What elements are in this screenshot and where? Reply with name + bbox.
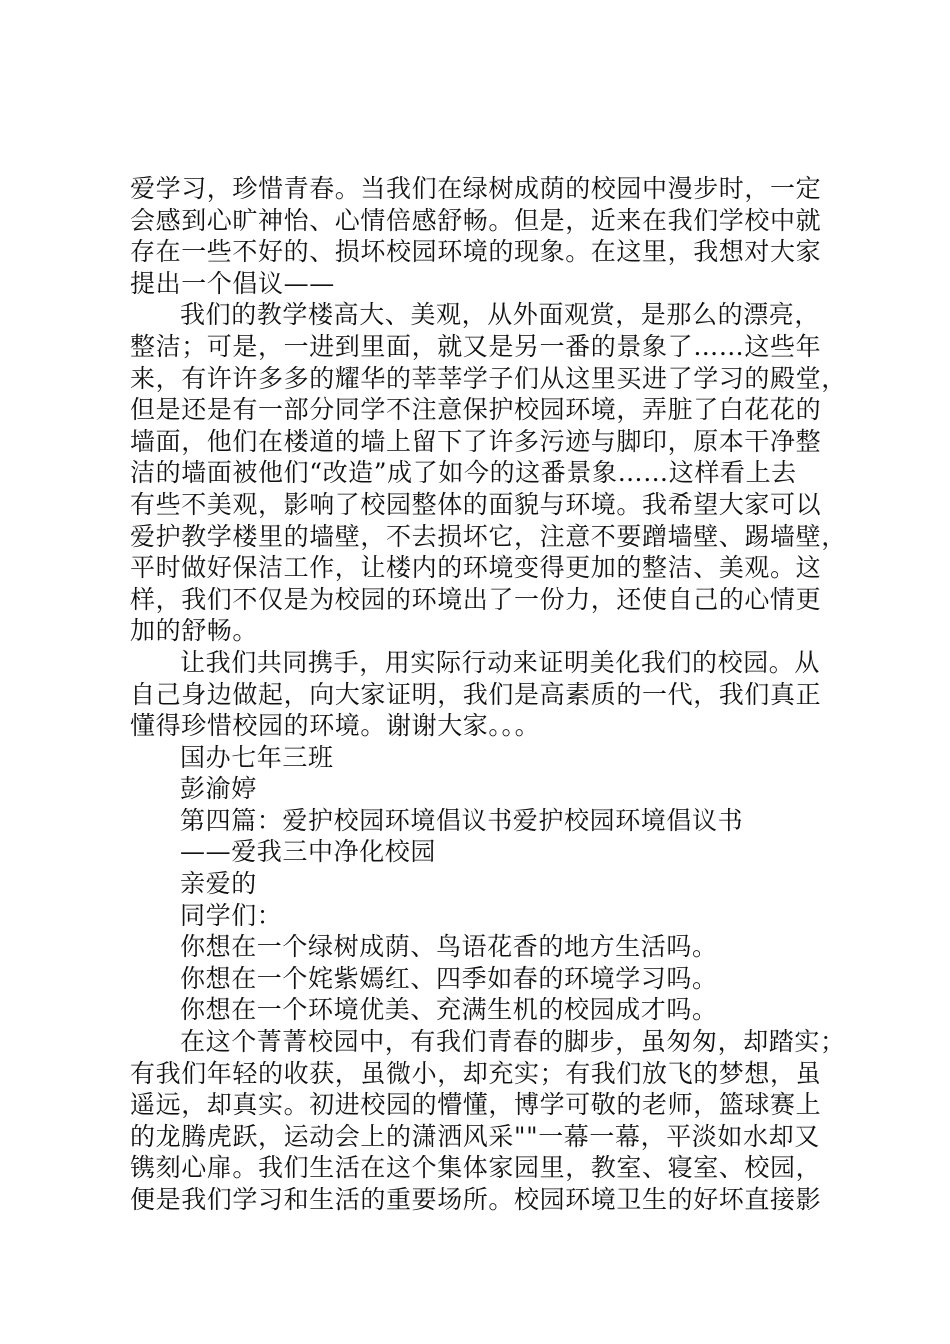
text-line: 同学们： [180, 900, 283, 930]
text-line: 存在一些不好的、损坏校园环境的现象。在这里，我想对大家 [130, 237, 822, 267]
text-line: 来，有许许多多的耀华的莘莘学子们从这里买进了学习的殿堂， [130, 363, 847, 393]
text-line: 彭渝婷 [180, 774, 257, 804]
text-line: 第四篇：爱护校园环境倡议书爱护校园环境倡议书 [180, 805, 744, 835]
text-line: 让我们共同携手，用实际行动来证明美化我们的校园。从 [180, 647, 821, 677]
text-line: 亲爱的 [180, 869, 257, 899]
text-line: 墙面，他们在楼道的墙上留下了许多污迹与脚印，原本干净整 [130, 426, 822, 456]
text-line: 样，我们不仅是为校园的环境出了一份力，还使自己的心情更 [130, 584, 822, 614]
text-line: 在这个菁菁校园中，有我们青春的脚步，虽匆匆，却踏实； [180, 1027, 846, 1057]
text-line: 有些不美观，影响了校园整体的面貌与环境。我希望大家可以 [130, 489, 822, 519]
text-line: 加的舒畅。 [130, 616, 259, 646]
text-line: 爱护教学楼里的墙壁，不去损坏它，注意不要蹭墙壁、踢墙壁， [130, 521, 847, 551]
text-line: 你想在一个绿树成荫、鸟语花香的地方生活吗。 [180, 932, 718, 962]
text-line: 有我们年轻的收获，虽微小，却充实；有我们放飞的梦想，虽 [130, 1058, 822, 1088]
text-line: 提出一个倡议—— [130, 268, 335, 298]
text-line: 的龙腾虎跃，运动会上的潇洒风采""一幕一幕，平淡如水却又 [130, 1121, 820, 1151]
text-line: 镌刻心扉。我们生活在这个集体家园里，教室、寝室、校园， [130, 1153, 822, 1183]
text-line: 遥远，却真实。初进校园的懵懂，博学可敬的老师，篮球赛上 [130, 1090, 822, 1120]
text-line: 但是还是有一部分同学不注意保护校园环境，弄脏了白花花的 [130, 395, 822, 425]
text-line: 平时做好保洁工作，让楼内的环境变得更加的整洁、美观。这 [130, 553, 822, 583]
text-line: 整洁；可是，一进到里面，就又是另一番的景象了……这些年 [130, 331, 822, 361]
text-line: 你想在一个姹紫嫣红、四季如春的环境学习吗。 [180, 963, 718, 993]
text-line: 便是我们学习和生活的重要场所。校园环境卫生的好坏直接影 [130, 1185, 822, 1214]
text-line: 自己身边做起，向大家证明，我们是高素质的一代，我们真正 [130, 679, 822, 709]
text-line: 国办七年三班 [180, 742, 334, 772]
text-line: 我们的教学楼高大、美观，从外面观赏，是那么的漂亮， [180, 300, 821, 330]
text-line: 爱学习，珍惜青春。当我们在绿树成荫的校园中漫步时，一定 [130, 174, 822, 203]
text-line: 你想在一个环境优美、充满生机的校园成才吗。 [180, 995, 718, 1025]
text-line: 洁的墙面被他们“改造”成了如今的这番景象……这样看上去 [130, 458, 797, 488]
text-line: 会感到心旷神怡、心情倍感舒畅。但是，近来在我们学校中就 [130, 205, 822, 235]
text-line: ——爱我三中净化校园 [180, 837, 437, 867]
document-body [130, 173, 850, 1216]
text-line: 懂得珍惜校园的环境。谢谢大家。。。 [130, 711, 541, 741]
